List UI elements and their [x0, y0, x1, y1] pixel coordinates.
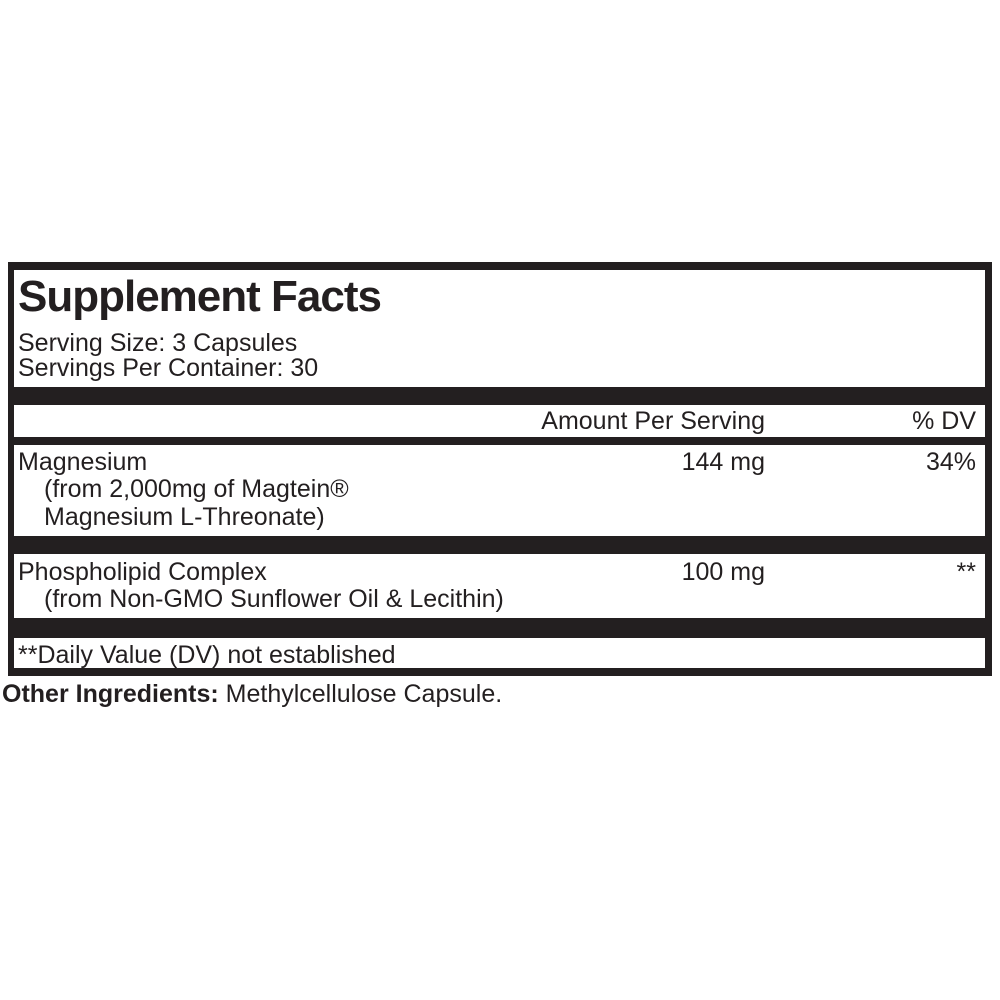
nutrient-row-magnesium [14, 445, 985, 536]
nutrient-source-note [14, 585, 985, 613]
column-header-row [14, 405, 985, 437]
other-ingredients-line [2, 680, 502, 708]
nutrient-row-phospholipid [14, 554, 985, 618]
other-ingredients-value: Methylcellulose Capsule. [225, 680, 503, 708]
nutrient-name: Magnesium [18, 448, 148, 476]
nutrient-name: Phospholipid Complex [18, 558, 267, 586]
serving-info [14, 331, 985, 381]
nutrient-source-line: (from Non-GMO Sunflower Oil & Lecithin) [44, 585, 504, 613]
nutrient-main-line [14, 449, 985, 475]
separator-bar-thick [14, 387, 985, 405]
panel-title: Supplement Facts [18, 272, 381, 321]
separator-bar-thick [14, 618, 985, 638]
nutrient-source-note [14, 475, 985, 531]
nutrient-source-line: (from 2,000mg of Magtein® [44, 475, 349, 503]
nutrient-dv: ** [956, 558, 976, 586]
percent-dv-header: % DV [912, 407, 976, 435]
nutrient-dv: 34% [925, 448, 976, 476]
other-ingredients-label: Other Ingredients: [2, 680, 219, 708]
separator-bar-thin [14, 437, 985, 445]
daily-value-footnote: **Daily Value (DV) not established [18, 641, 396, 669]
nutrient-amount: 144 mg [681, 448, 765, 476]
serving-size-text: Serving Size: 3 Capsules [18, 329, 298, 357]
nutrient-amount: 100 mg [681, 558, 765, 586]
amount-per-serving-header: Amount Per Serving [541, 407, 765, 435]
nutrient-source-line: Magnesium L-Threonate) [44, 503, 325, 531]
nutrient-main-line [14, 559, 985, 585]
separator-bar-thick [14, 536, 985, 554]
servings-per-container-text: Servings Per Container: 30 [18, 354, 319, 382]
supplement-facts-panel [8, 262, 992, 676]
